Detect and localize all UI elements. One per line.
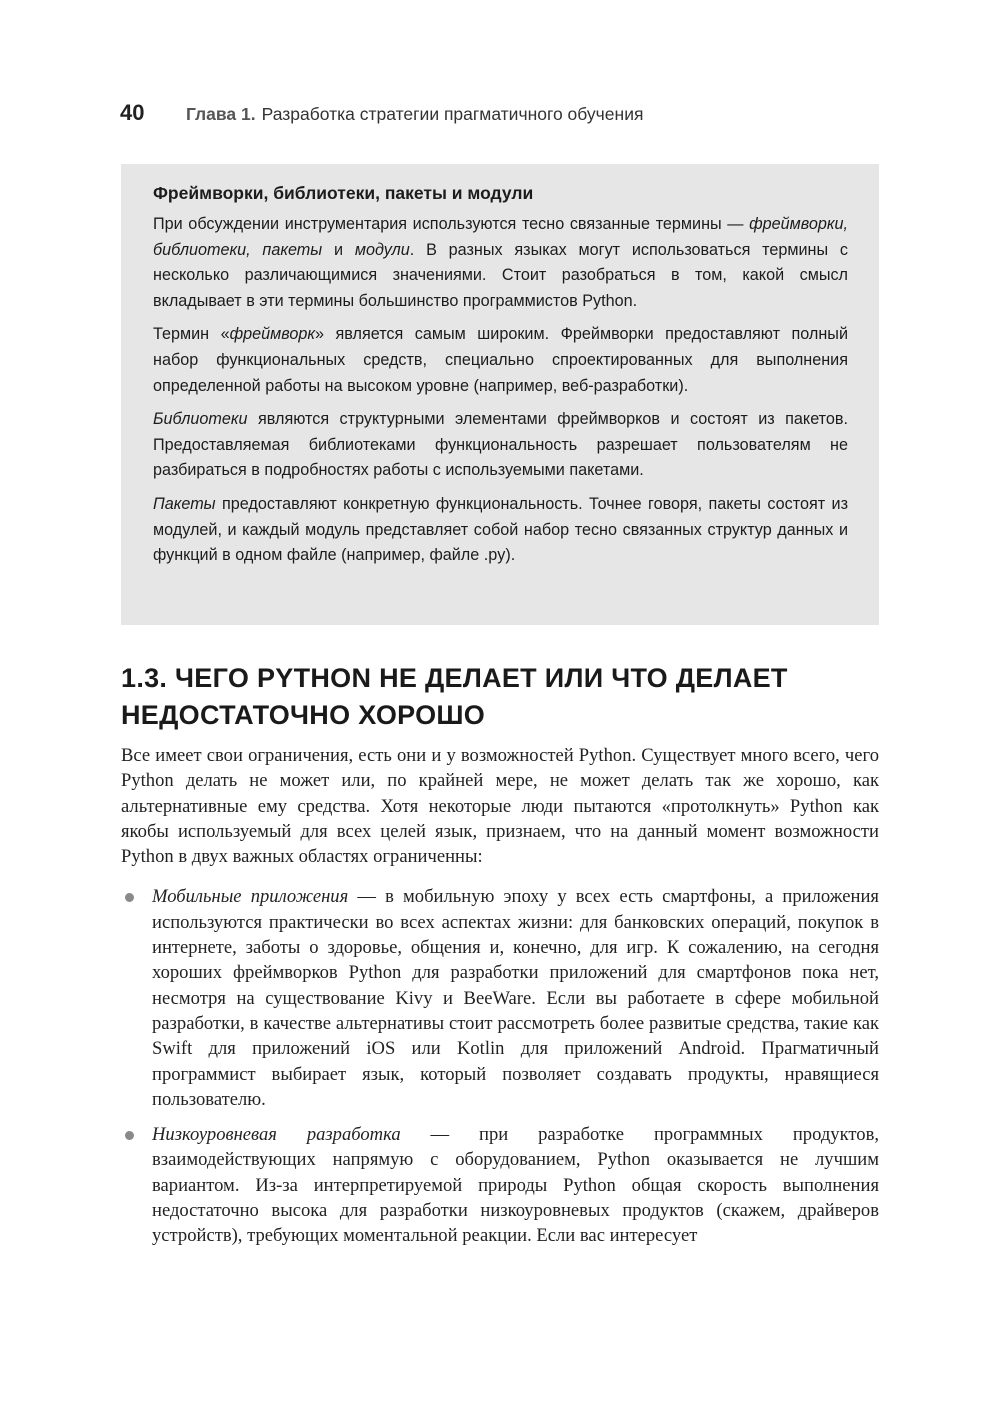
sidebar-box bbox=[121, 164, 879, 625]
bullet-text: — в мобильную эпоху у всех есть смартфоны, а приложения используются практически во всех аспектах жизни: для банковских операций, покупок в интернете, заботы о здоровье, общения и, конечно, для игр. К сожалению, на сегодня хороших фреймворков Python для разработки приложений для смартфонов пока нет, несмотря на существование Kivy и BeeWare. Если вы работаете в сфере мобильной разработки, в качестве альтернативы стоит рассмотреть более развитые средства, такие как Swift для приложений iOS или Kotlin для приложений Android. Прагматичный программист выбирает язык, который позволяет создавать продукты, нравящиеся пользователю. bbox=[152, 886, 879, 1110]
bullet-term: Мобильные приложения bbox=[152, 886, 349, 908]
bullet-icon bbox=[125, 893, 134, 902]
sidebar-p1-term-modules: модули bbox=[354, 240, 410, 259]
bullet-term: Низкоуровневая разработка bbox=[152, 1124, 401, 1146]
page-number: 40 bbox=[120, 100, 145, 125]
bullet-list bbox=[121, 884, 879, 1248]
list-item bbox=[121, 1122, 879, 1248]
sidebar-p3-rest: являются структурными элементами фреймворков и состоят из пакетов. Предоставляемая библиотеками функциональность разрешает пользователям не разбираться в подробностях работы с используемыми пакетами. bbox=[153, 410, 848, 480]
sidebar-paragraph-4 bbox=[153, 492, 848, 569]
sidebar-p2-term: фреймворк bbox=[229, 325, 315, 344]
section-heading-line-1: 1.3. ЧЕГО PYTHON НЕ ДЕЛАЕТ ИЛИ ЧТО ДЕЛАЕТ bbox=[121, 663, 788, 693]
intro-paragraph: Все имеет свои ограничения, есть они и у возможностей Python. Существует много всего, чего Python делать не может или, по крайней мере, не может делать так же хорошо, как альтернативные ему средства. Хотя некоторые люди пытаются «протолкнуть» Python как якобы используемый для всех целей язык, признаем, что на данный момент возможности Python в двух важных областях ограниченны: bbox=[121, 745, 879, 868]
bullet-icon bbox=[125, 1131, 134, 1140]
section-heading-line-2: НЕДОСТАТОЧНО ХОРОШО bbox=[121, 700, 486, 730]
sidebar-p4-rest: предоставляют конкретную функциональность. Точнее говоря, пакеты состоят из модулей, и каждый модуль представляет собой набор тесно связанных структур данных и функций в одном файле (например, файле .py). bbox=[153, 494, 848, 565]
list-item bbox=[121, 884, 879, 1112]
section-heading bbox=[121, 660, 881, 734]
sidebar-p2-lead: Термин « bbox=[153, 325, 230, 344]
running-head bbox=[120, 100, 900, 126]
sidebar-title: Фреймворки, библиотеки, пакеты и модули bbox=[153, 183, 534, 203]
sidebar-p3-term: Библиотеки bbox=[153, 410, 248, 429]
sidebar-p1-text: При обсуждении инструментария используются тесно связанные термины — bbox=[153, 215, 750, 233]
sidebar-p1-and: и bbox=[322, 240, 355, 259]
sidebar-p2-rest: » является самым широким. Фреймворки предоставляют полный набор функциональных средств, специально спроектированных для выполнения определенной работы на высоком уровне (например, веб-разработки). bbox=[153, 325, 848, 395]
chapter-title: Разработка стратегии прагматичного обучения bbox=[261, 104, 644, 124]
sidebar-paragraph-2 bbox=[153, 322, 848, 399]
sidebar-p1-terms: фреймворки, библиотеки, пакеты bbox=[153, 215, 848, 259]
body-text bbox=[121, 743, 879, 1259]
sidebar-paragraph-3 bbox=[153, 407, 848, 484]
bullet-text: — при разработке программных продуктов, взаимодействующих напрямую с оборудованием, Python оказывается не лучшим вариантом. Из-за интерпретируемой природы Python общая скорость выполнения недостаточно высока для разработки низкоуровневых продуктов (скажем, драйверов устройств), требующих моментальной реакции. Если вас интересует bbox=[152, 1124, 879, 1247]
sidebar-paragraph-1 bbox=[153, 212, 848, 314]
sidebar-p4-term: Пакеты bbox=[153, 494, 216, 513]
sidebar-p1-rest: . В разных языках могут использоваться термины с несколько различающимися значениями. Стоит разобраться в том, какой смысл вкладывает в эти термины большинство программистов Python. bbox=[153, 240, 849, 310]
chapter-label: Глава 1. bbox=[186, 104, 256, 124]
